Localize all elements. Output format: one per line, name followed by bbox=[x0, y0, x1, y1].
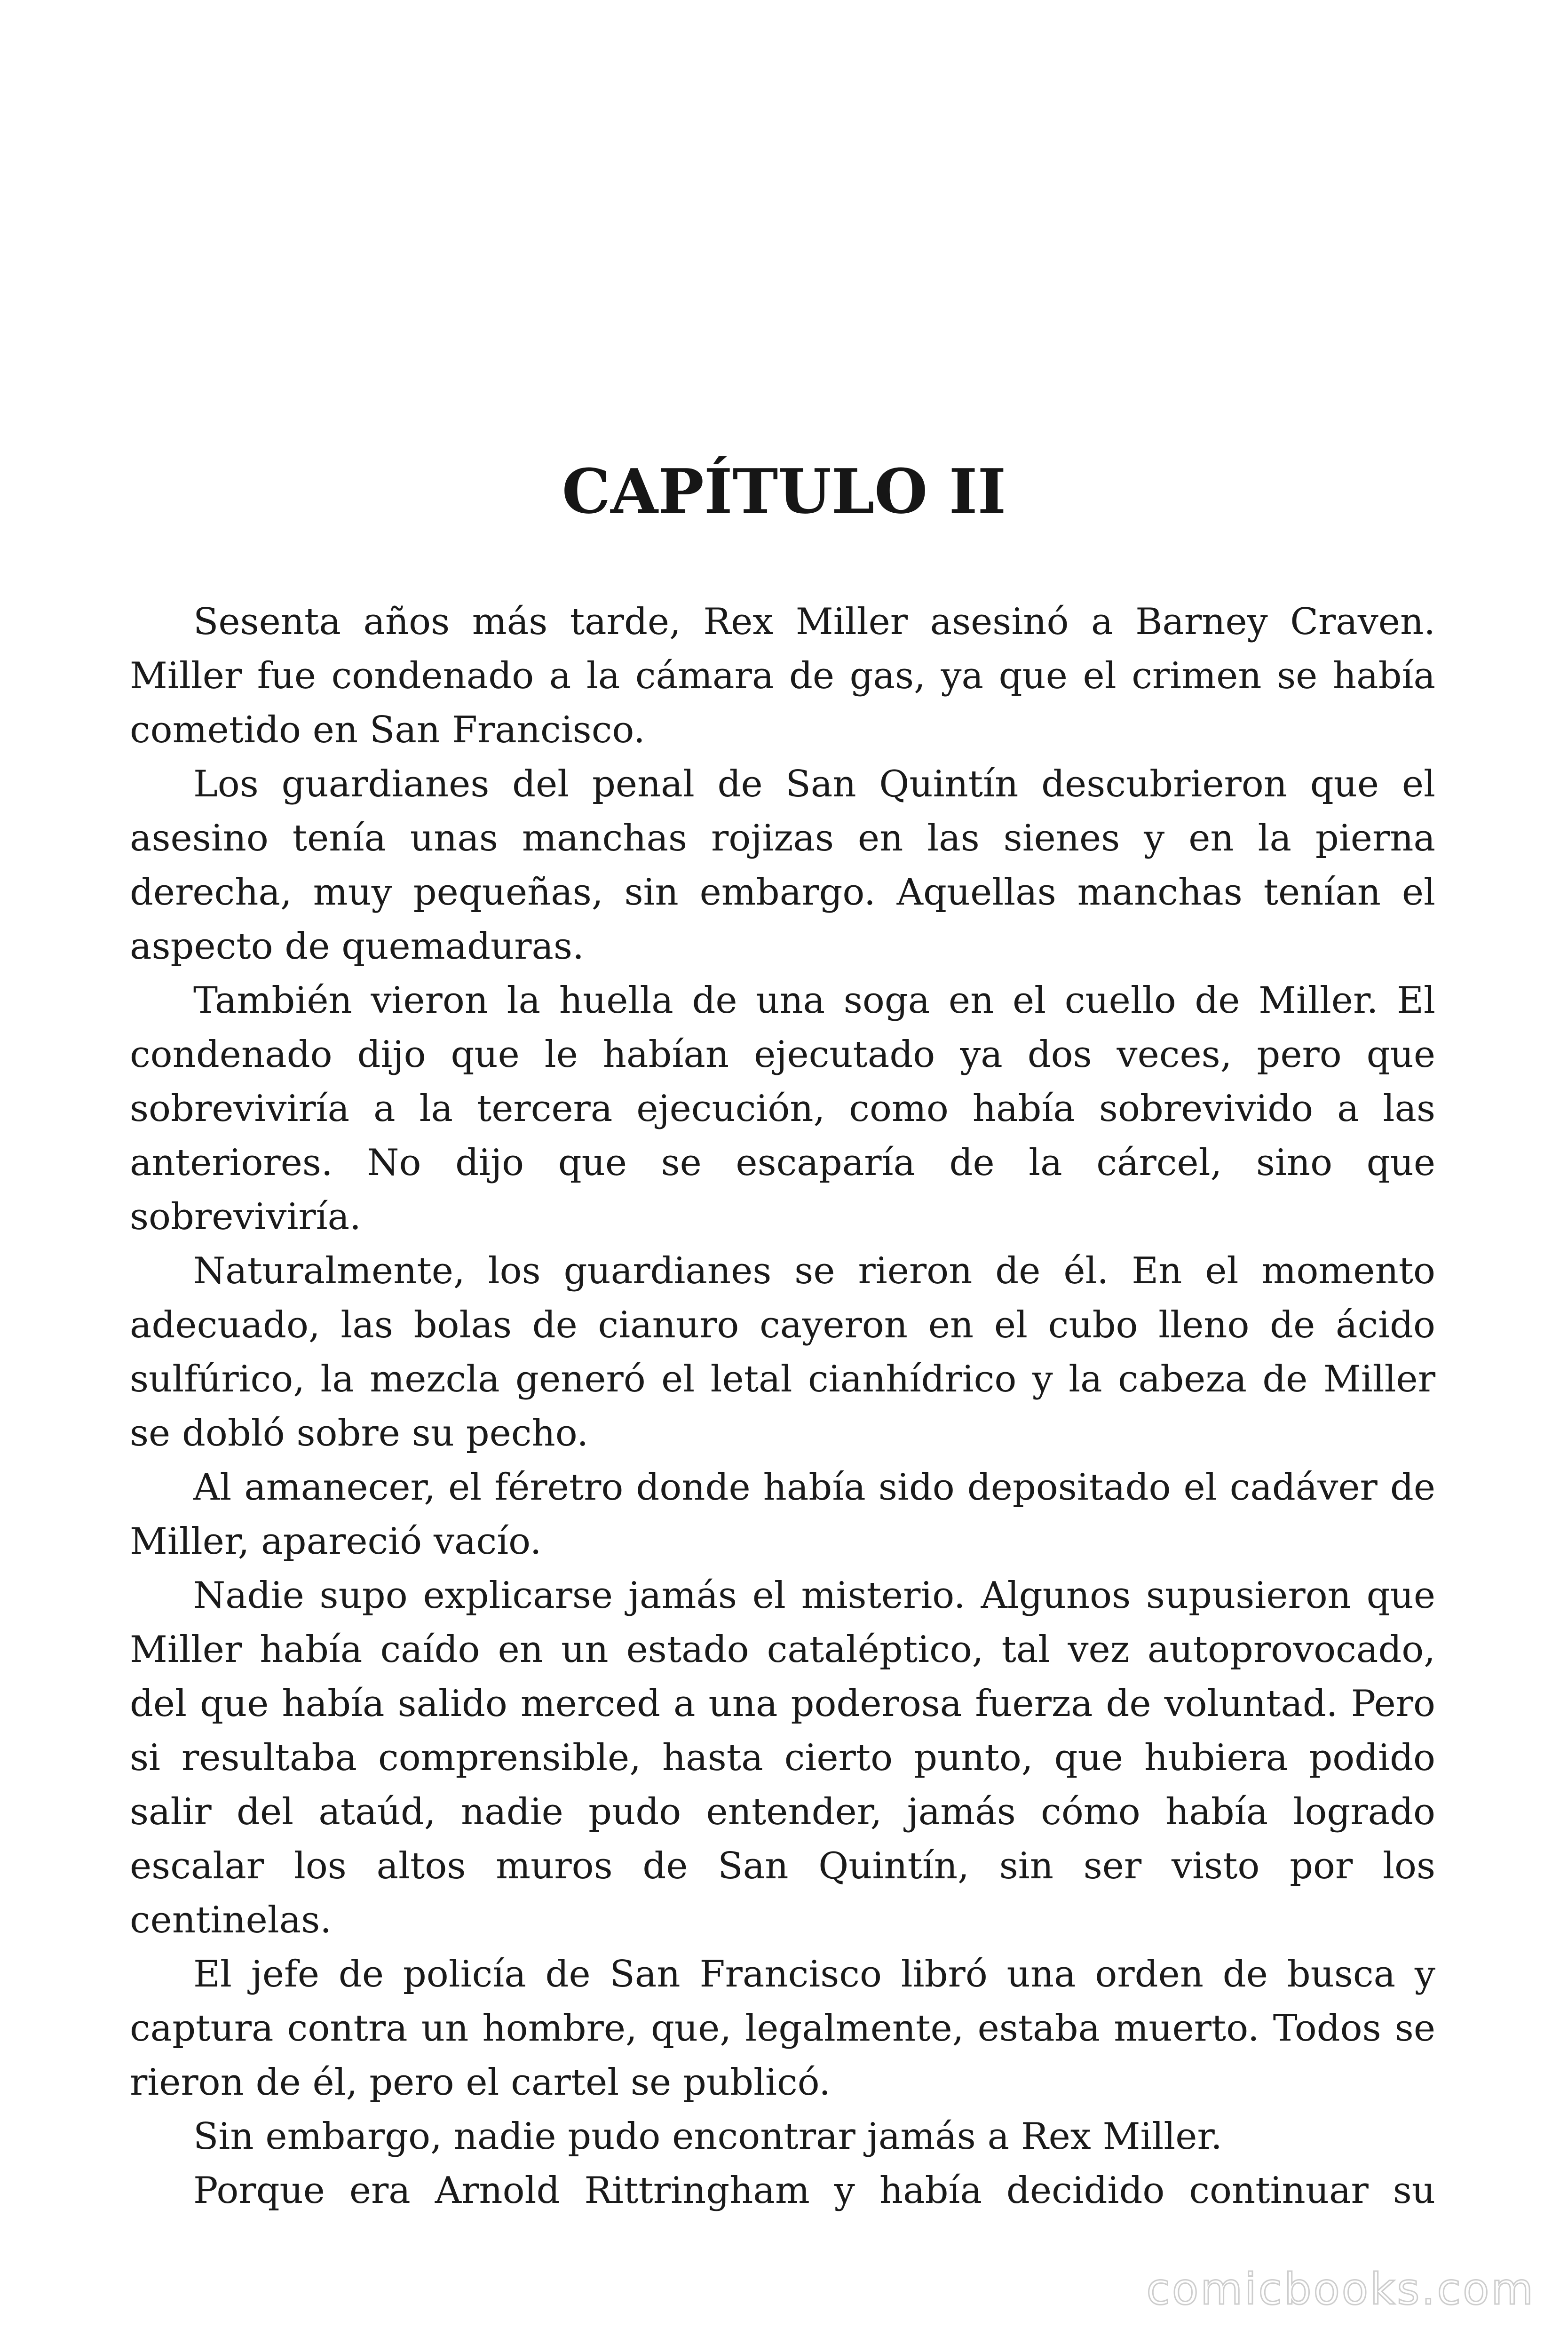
paragraph: Sesenta años más tarde, Rex Miller asesinó a Barney Craven. Miller fue condenado a la cámara de gas, ya que el crimen se había cometido en San Francisco. bbox=[130, 601, 1435, 751]
paragraph: Nadie supo explicarse jamás el misterio. Algunos supusieron que Miller había caído en un estado cataléptico, tal vez autoprovocado, del que había salido merced a una poderosa fuerza de voluntad. Pero si resultaba comprensible, hasta cierto punto, que hubiera podido salir del ataúd, nadie pudo entender, jamás cómo había logrado escalar los altos muros de San Quintín, sin ser visto por los centinelas. bbox=[130, 1574, 1435, 1941]
paragraph: Porque era Arnold Rittringham y había decidido continuar su bbox=[193, 2169, 1435, 2212]
paragraph: Los guardianes del penal de San Quintín descubrieron que el asesino tenía unas manchas rojizas en las sienes y en la pierna derecha, muy pequeñas, sin embargo. Aquellas manchas tenían el aspecto de quemaduras. bbox=[130, 763, 1435, 968]
chapter-body bbox=[130, 595, 1435, 2218]
chapter-title: CAPÍTULO II bbox=[562, 455, 1006, 527]
watermark: comicbooks.com bbox=[1146, 2264, 1535, 2314]
paragraph: Naturalmente, los guardianes se rieron de él. En el momento adecuado, las bolas de cianuro cayeron en el cubo lleno de ácido sulfúrico, la mezcla generó el letal cianhídrico y la cabeza de Miller se dobló sobre su pecho. bbox=[130, 1250, 1435, 1454]
paragraph: El jefe de policía de San Francisco libró una orden de busca y captura contra un hombre, que, legalmente, estaba muerto. Todos se rieron de él, pero el cartel se publicó. bbox=[130, 1953, 1435, 2104]
paragraph: También vieron la huella de una soga en el cuello de Miller. El condenado dijo que le habían ejecutado ya dos veces, pero que sobreviviría a la tercera ejecución, como había sobrevivido a las anteriores. No dijo que se escaparía de la cárcel, sino que sobreviviría. bbox=[130, 979, 1435, 1238]
paragraph: Sin embargo, nadie pudo encontrar jamás a Rex Miller. bbox=[193, 2115, 1222, 2158]
paragraph: Al amanecer, el féretro donde había sido depositado el cadáver de Miller, apareció vacío. bbox=[130, 1466, 1435, 1563]
